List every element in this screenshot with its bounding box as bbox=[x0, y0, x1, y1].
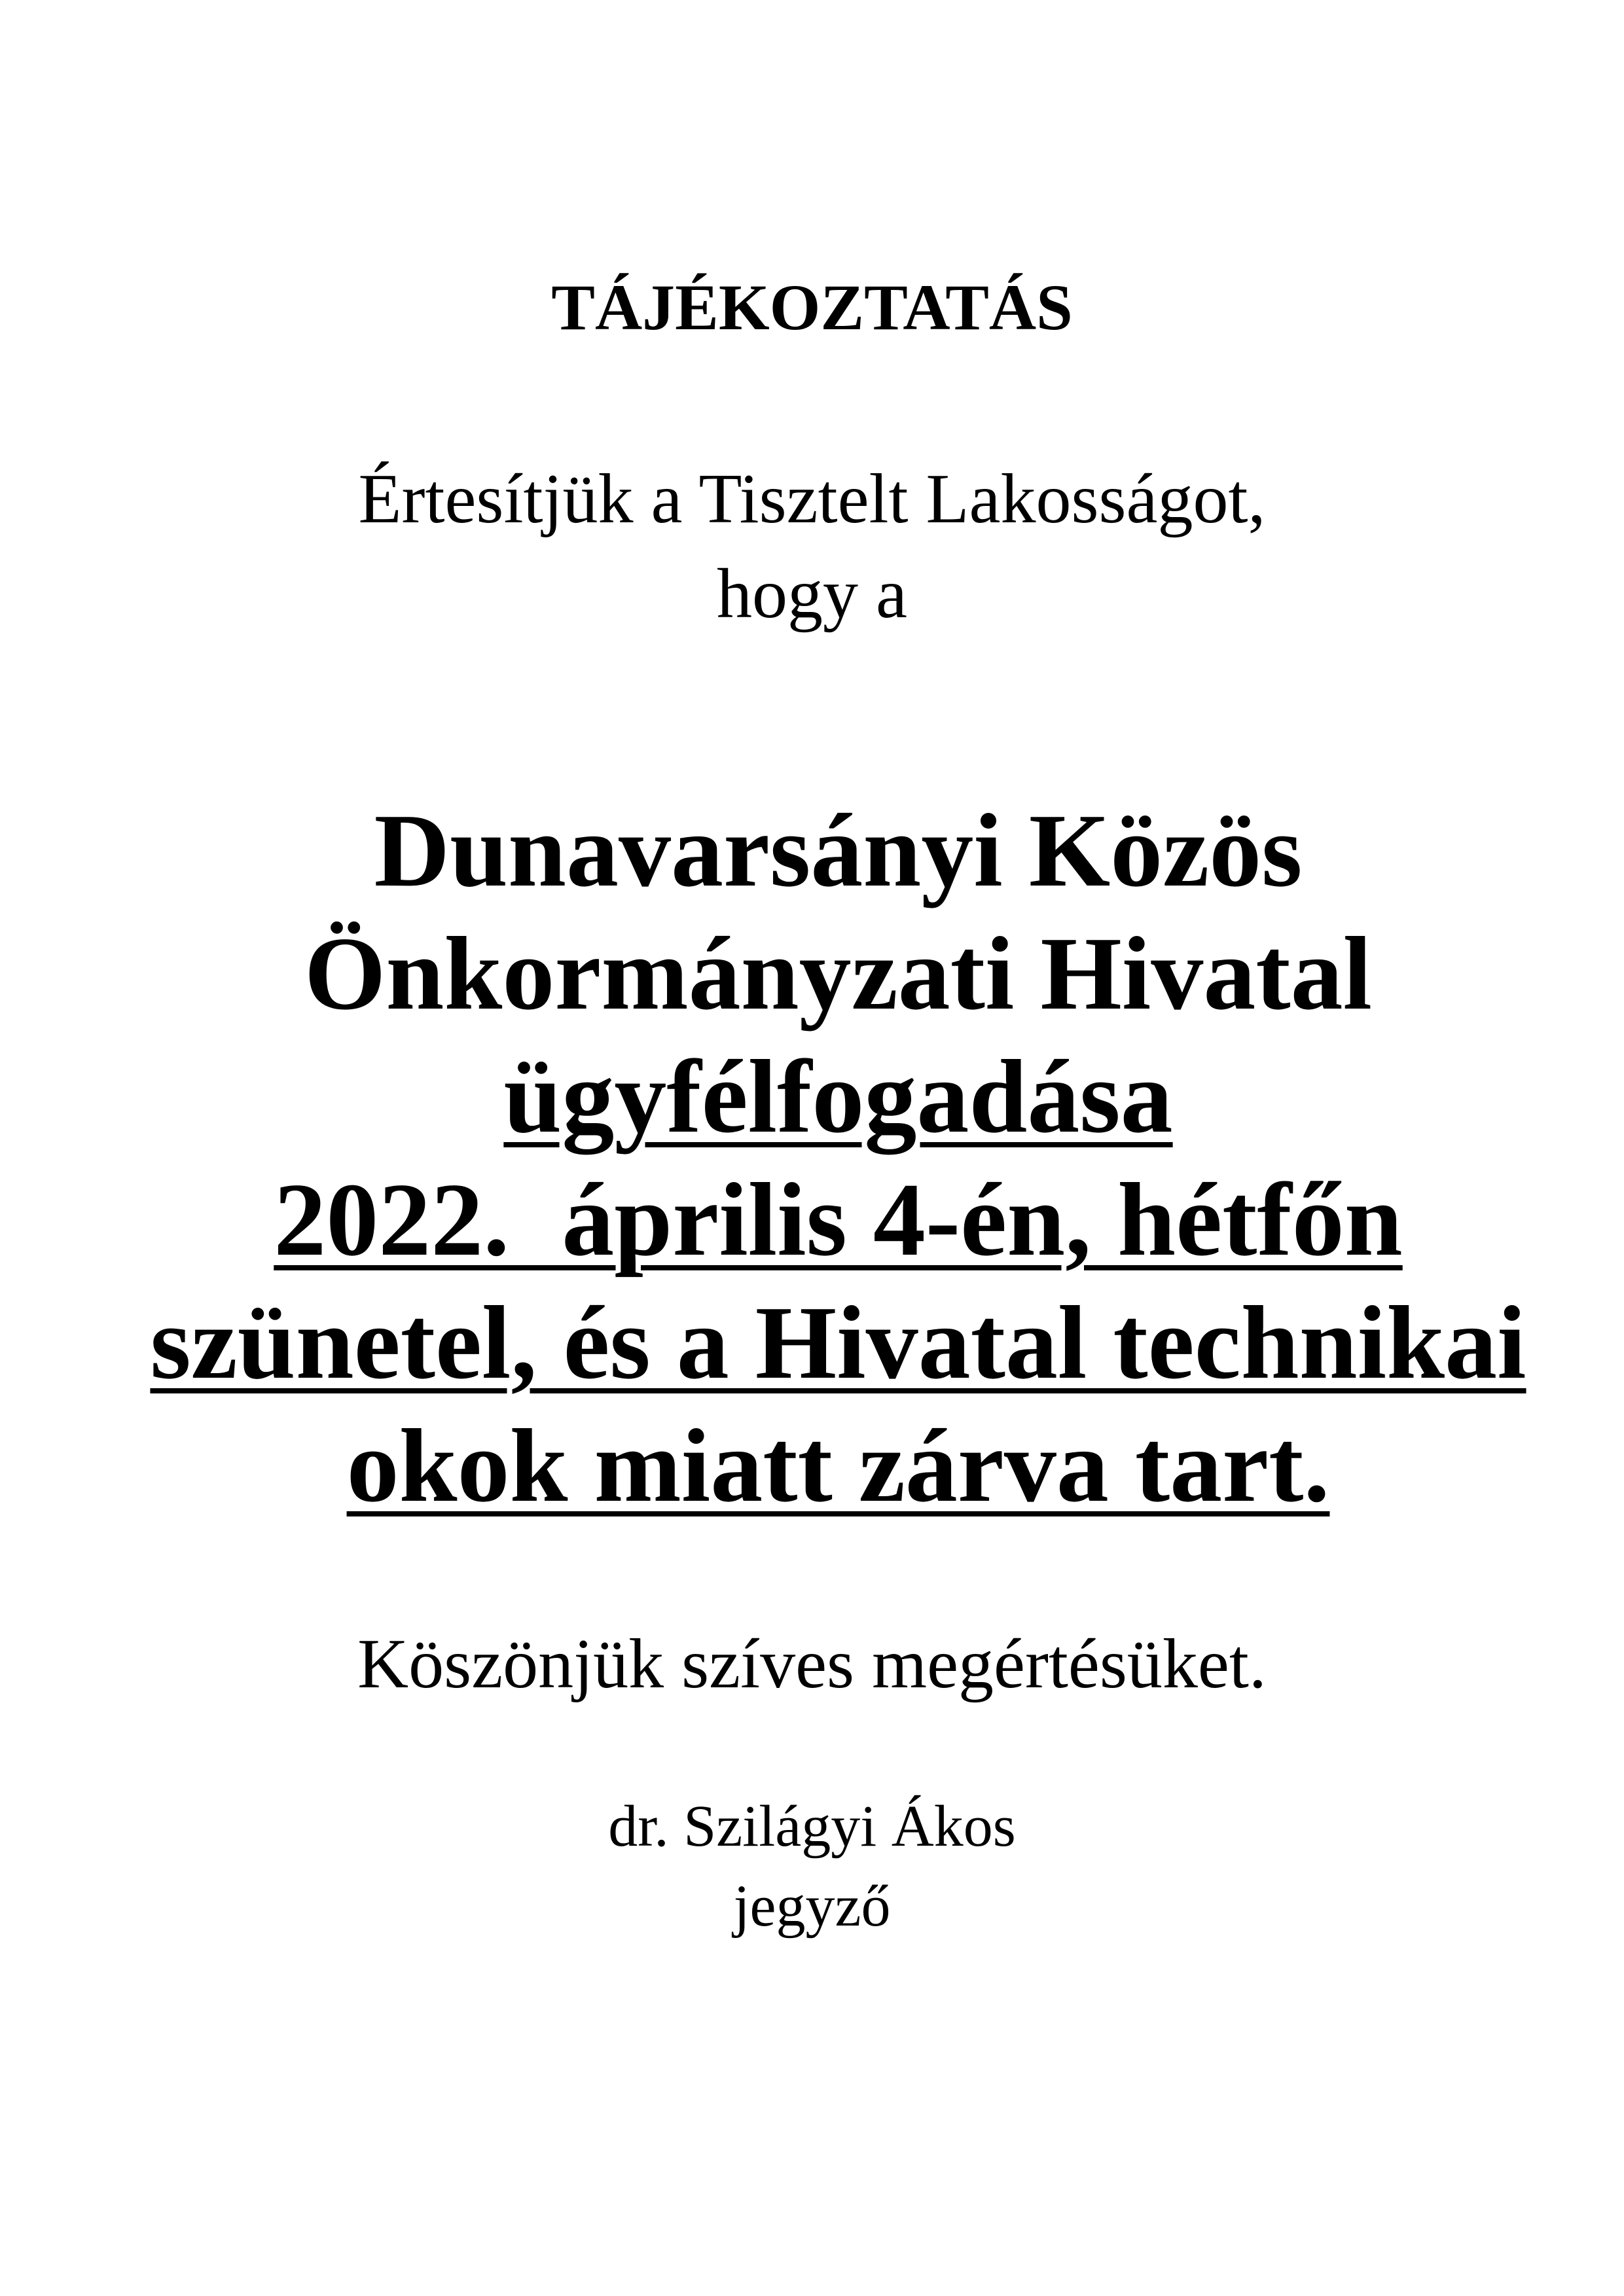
notice-line-4-wrap bbox=[26, 1158, 1624, 1281]
signature-block bbox=[0, 1787, 1624, 1946]
notice-line-3-wrap bbox=[26, 1035, 1624, 1158]
document-title bbox=[0, 268, 1624, 347]
intro-paragraph bbox=[0, 452, 1624, 641]
notice-line-2: Önkormányzati Hivatal bbox=[304, 915, 1373, 1031]
notice-line-6: okok miatt zárva tart. bbox=[346, 1407, 1330, 1524]
thanks-paragraph bbox=[0, 1622, 1624, 1707]
notice-line-5: szünetel, és a Hivatal technikai bbox=[150, 1284, 1526, 1401]
notice-line-4: 2022. április 4-én, hétfőn bbox=[274, 1161, 1403, 1278]
intro-line-2: hogy a bbox=[717, 555, 907, 633]
notice-line-6-wrap bbox=[26, 1404, 1624, 1527]
thanks-text: Köszönjük szíves megértésüket. bbox=[357, 1625, 1267, 1703]
closure-notice bbox=[26, 789, 1624, 1527]
notice-line-1: Dunavarsányi Közös bbox=[374, 792, 1303, 908]
signature-role: jegyző bbox=[733, 1874, 891, 1939]
signature-name: dr. Szilágyi Ákos bbox=[608, 1794, 1016, 1859]
intro-line-1: Értesítjük a Tisztelt Lakosságot, bbox=[358, 460, 1266, 538]
notice-line-3: ügyfélfogadása bbox=[503, 1038, 1173, 1155]
notice-line-5-wrap bbox=[26, 1281, 1624, 1404]
title-text: TÁJÉKOZTATÁS bbox=[551, 271, 1073, 344]
